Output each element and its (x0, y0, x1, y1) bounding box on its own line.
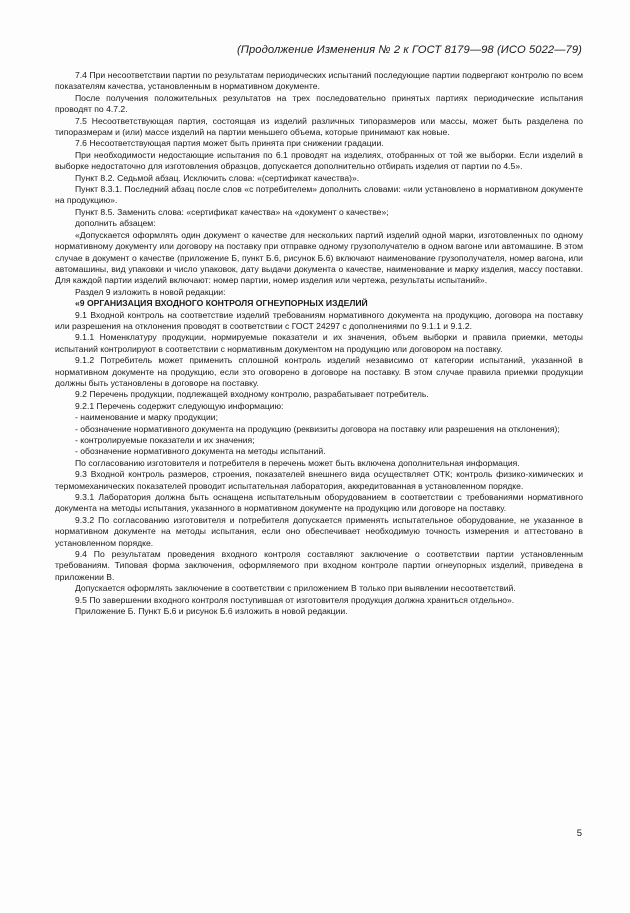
paragraph: 9.1.1 Номенклатуру продукции, нормируемые показатели и их значения, объем выборки и правила приемки, методы испытаний контролируют в соответствии с нормативным документом на продукцию или договором на поставку. (55, 332, 583, 354)
paragraph: 7.4 При несоответствии партии по результатам периодических испытаний последующие партии подвергают контролю по всем показателям качества, установленным в нормативном документе. (55, 70, 583, 92)
document-body (55, 70, 583, 618)
paragraph: 9.3 Входной контроль размеров, строения, показателей внешнего вида осуществляет ОТК; контроль физико-химических и термомеханических показателей проводит испытательная лаборатория, аккредитованная в установленном порядке. (55, 469, 583, 491)
page-number: 5 (576, 828, 582, 839)
paragraph: «Допускается оформлять один документ о качестве для нескольких партий изделий одной марки, изготовленных по одному нормативному документу или договору на поставку при отправке одному грузополучателю в одном вагоне или автомашине. В этом случае в документ о качестве (приложение Б, пункт Б.6, рисунок Б.6) включают наименование грузополучателя, номер вагона, или автомашины, вид упаковки и число упаковок, дату выдачи документа о качестве, наименование и марку изделия, массу поставки. Для каждой партии изделий включают: номер партии, номер изделия или чертежа, результаты испытаний». (55, 229, 583, 286)
paragraph: Пункт 8.5. Заменить слова: «сертификат качества» на «документ о качестве»; (75, 206, 389, 217)
paragraph: Раздел 9 изложить в новой редакции: (75, 286, 226, 297)
paragraph: Пункт 8.3.1. Последний абзац после слов «с потребителем» дополнить словами: «или установлено в нормативном документе на продукцию». (55, 184, 583, 206)
paragraph: После получения положительных результатов на трех последовательно принятых партиях периодические испытания проводят по 4.7.2. (55, 92, 583, 115)
paragraph: дополнить абзацем: (75, 218, 156, 229)
page-header: (Продолжение Изменения № 2 к ГОСТ 8179—98 (ИСО 5022—79) (236, 44, 582, 56)
paragraph: 7.6 Несоответствующая партия может быть принята при снижении градации. (75, 138, 384, 149)
list-item: - контролируемые показатели и их значения; (75, 435, 255, 445)
paragraph: При необходимости недостающие испытания по 6.1 проводят на изделиях, отобранных от той же выборки. Если изделий в выборке недостаточно для изготовления образцов, допускается дополнительно отбирать изделия от партии по 4.5». (55, 149, 583, 172)
paragraph: 9.4 По результатам проведения входного контроля составляют заключение о соответствии партии установленным требованиям. Типовая форма заключения, оформляемого при входном контроле партии огнеупорных изделий, приведена в приложении В. (55, 549, 583, 582)
paragraph: 9.2.1 Перечень содержит следующую информацию: (75, 400, 284, 411)
paragraph: 7.5 Несоответствующая партия, состоящая из изделий различных типоразмеров или массы, может быть разделена по типоразмерам и (или) массе изделий на партии меньшего объема, которые принимают как новые. (55, 115, 583, 138)
paragraph: 9.5 По завершении входного контроля поступившая от изготовителя продукция должна храниться отдельно». (75, 594, 515, 605)
paragraph: Допускается оформлять заключение в соответствии с приложением В только при выявлении несоответствий. (75, 583, 516, 594)
list-item: - обозначение нормативного документа на методы испытаний. (75, 446, 326, 457)
paragraph: 9.1 Входной контроль на соответствие изделий требованиям нормативного документа на продукцию, договора на поставку или разрешения на отклонения проводят в соответствии с ГОСТ 24297 с дополнениями по 9.1.1 и 9.1.2. (55, 309, 583, 331)
paragraph: Приложение Б. Пункт Б.6 и рисунок Б.6 изложить в новой редакции. (75, 606, 348, 617)
paragraph: 9.1.2 Потребитель может применить сплошной контроль изделий независимо от категории испытаний, указанной в нормативном документе на продукцию, если это оговорено в договоре на поставку. В этом случае правила приемки продукции должны быть установлены в договоре на поставку. (55, 355, 583, 388)
list-item: - обозначение нормативного документа на продукцию (реквизиты договора на поставку или разрешения на отклонения); (75, 423, 560, 434)
paragraph: 9.3.1 Лаборатория должна быть оснащена испытательным оборудованием в соответствии с требованиями нормативного документа на методы испытания, указанного в нормативном документе на продукцию или договоре на поставку. (55, 492, 583, 514)
section-heading: «9 ОРГАНИЗАЦИЯ ВХОДНОГО КОНТРОЛЯ ОГНЕУПОРНЫХ ИЗДЕЛИЙ (75, 298, 368, 309)
paragraph: Пункт 8.2. Седьмой абзац. Исключить слова: «(сертификат качества)». (75, 172, 360, 183)
paragraph: По согласованию изготовителя и потребителя в перечень может быть включена дополнительная информация. (75, 457, 520, 468)
paragraph: 9.2 Перечень продукции, подлежащей входному контролю, разрабатывает потребитель. (75, 389, 429, 400)
list-item: - наименование и марку продукции; (75, 412, 218, 423)
paragraph: 9.3.2 По согласованию изготовителя и потребителя допускается применять испытательное оборудование, не указанное в нормативном документе на методы испытания, если оно обеспечивает необходимую точность измерения и аттестовано в установленном порядке. (55, 514, 583, 548)
